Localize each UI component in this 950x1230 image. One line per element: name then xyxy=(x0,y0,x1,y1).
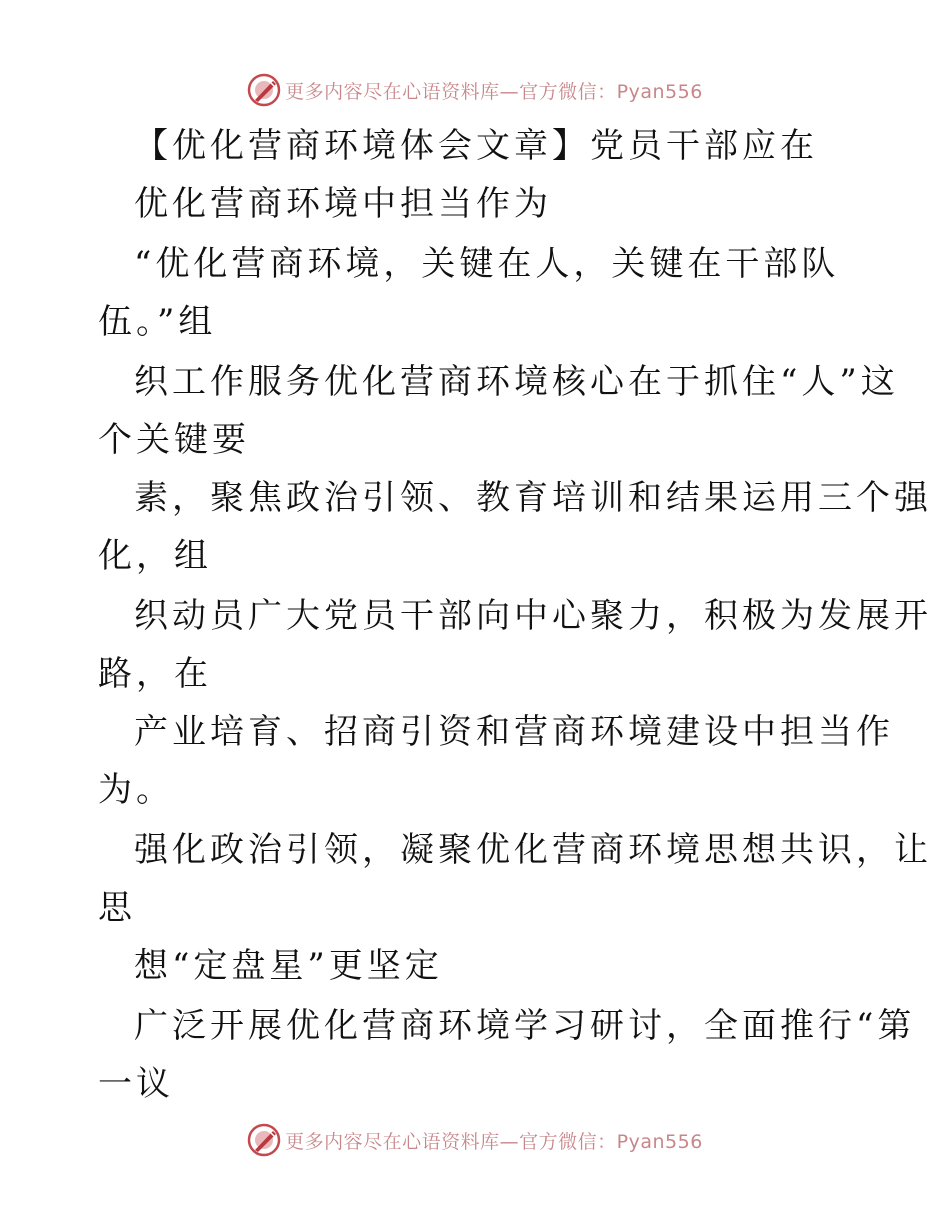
doc-line-9: 织动员广大党员干部向中心聚力，积极为发展开 xyxy=(134,596,932,636)
doc-line-12: 为。 xyxy=(98,770,174,810)
doc-line-16: 广泛开展优化营商环境学习研讨，全面推行“第 xyxy=(134,1006,916,1046)
pen-logo-icon xyxy=(247,73,281,107)
watermark-footer xyxy=(0,1120,950,1160)
watermark-header xyxy=(0,70,950,110)
doc-line-4: 伍。”组 xyxy=(98,302,217,342)
watermark-text: 更多内容尽在心语资料库—官方微信：Pyan556 xyxy=(285,1130,703,1153)
doc-line-8: 化，组 xyxy=(98,536,212,576)
doc-line-10: 路，在 xyxy=(98,654,212,694)
doc-line-13: 强化政治引领，凝聚优化营商环境思想共识，让 xyxy=(134,830,932,870)
doc-line-11: 产业培育、招商引资和营商环境建设中担当作 xyxy=(134,712,894,752)
doc-line-2: 优化营商环境中担当作为 xyxy=(134,184,552,224)
doc-line-15: 想“定盘星”更坚定 xyxy=(134,946,443,986)
pen-logo-icon xyxy=(247,1123,281,1157)
doc-line-3: “优化营商环境，关键在人，关键在干部队 xyxy=(134,244,840,284)
doc-line-1: 【优化营商环境体会文章】党员干部应在 xyxy=(134,126,818,166)
doc-line-6: 个关键要 xyxy=(98,420,250,460)
doc-line-17: 一议 xyxy=(98,1064,174,1104)
watermark-text: 更多内容尽在心语资料库—官方微信：Pyan556 xyxy=(285,80,703,103)
doc-line-5: 织工作服务优化营商环境核心在于抓住“人”这 xyxy=(134,362,899,402)
doc-line-7: 素，聚焦政治引领、教育培训和结果运用三个强 xyxy=(134,478,932,518)
doc-line-14: 思 xyxy=(98,888,136,928)
